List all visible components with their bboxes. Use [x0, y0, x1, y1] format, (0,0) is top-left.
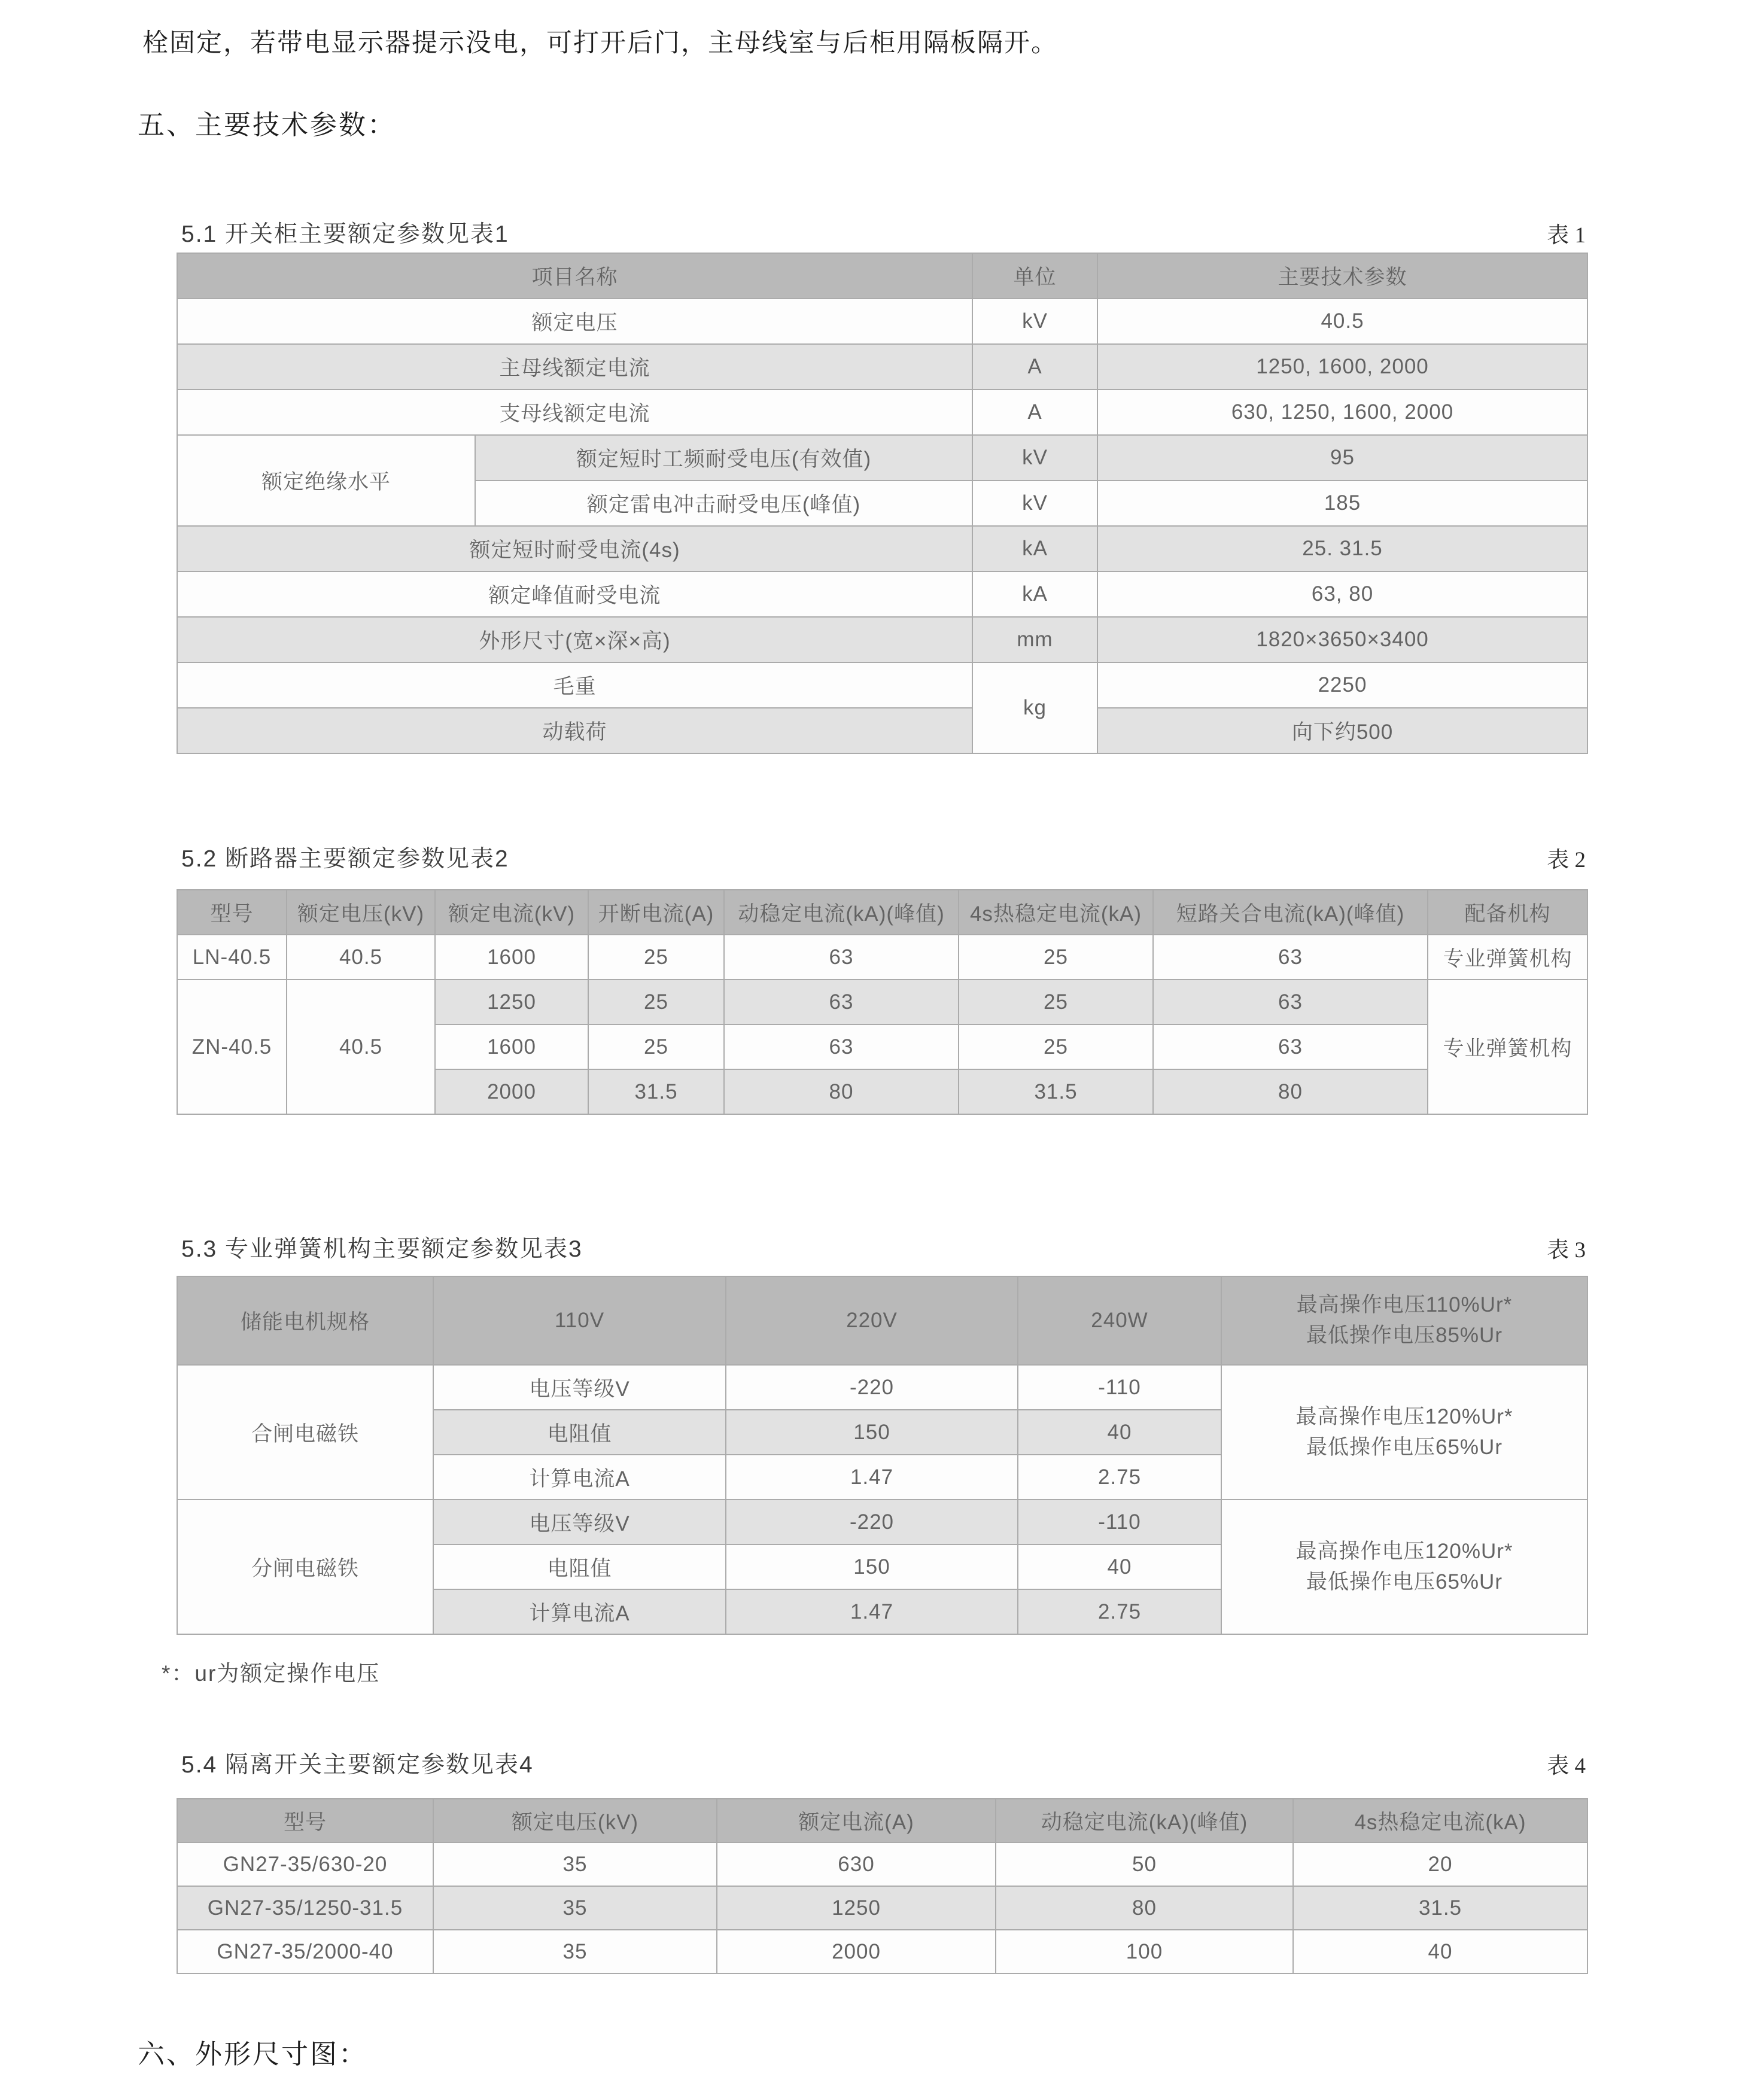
table2-breaker-params [177, 889, 1588, 1115]
t2-zn1-dynamic: 63 [724, 1024, 959, 1069]
section-5-heading: 五、主要技术参数： [138, 110, 397, 140]
t2-ln-current: 1600 [435, 935, 588, 980]
t3-h-note-line2: 最低操作电压85%Ur [1306, 1324, 1503, 1347]
t2-zn-model: ZN-40.5 [177, 980, 287, 1114]
table1-switchgear-params [177, 253, 1588, 754]
t4-r1-current: 1250 [717, 1886, 996, 1930]
t2-ln-voltage: 40.5 [287, 935, 435, 980]
t4-r1-thermal: 31.5 [1293, 1886, 1587, 1930]
t3-close-r1-param: 电阻值 [433, 1410, 726, 1455]
t2-ln-mechanism: 专业弹簧机构 [1428, 935, 1587, 980]
t2-h-making: 短路关合电流(kA)(峰值) [1153, 890, 1428, 935]
t2-zn2-breaking: 31.5 [588, 1069, 724, 1114]
t1-r5-unit: kA [972, 526, 1097, 571]
t3-close-note-line2: 最低操作电压65%Ur [1306, 1435, 1503, 1459]
table-row [177, 435, 1587, 481]
t3-close-note-line1: 最高操作电压120%Ur* [1295, 1404, 1513, 1428]
t3-h-220v: 220V [726, 1276, 1018, 1365]
t3-close-note [1221, 1365, 1587, 1500]
table4-header-row [177, 1799, 1587, 1842]
t3-close-r2-param: 计算电流A [433, 1455, 726, 1500]
table-row [177, 390, 1587, 435]
t1-r4-name: 额定雷电冲击耐受电压(峰值) [475, 481, 972, 526]
table-row [177, 344, 1587, 390]
table1-tag: 表 1 [1547, 223, 1586, 248]
table3-caption-row [177, 1230, 1587, 1263]
table-row [177, 299, 1587, 344]
t1-r3-value: 95 [1097, 435, 1587, 481]
t1-r7-unit: mm [972, 617, 1097, 662]
t3-close-r0-v240: -110 [1018, 1365, 1221, 1410]
t2-zn1-thermal: 25 [959, 1024, 1153, 1069]
t3-close-r1-v220: 150 [726, 1410, 1018, 1455]
t3-open-r2-v240: 2.75 [1018, 1589, 1221, 1634]
t1-r8-name: 毛重 [177, 662, 972, 708]
t2-ln-breaking: 25 [588, 935, 724, 980]
t1-r6-unit: kA [972, 571, 1097, 617]
t1-r6-name: 额定峰值耐受电流 [177, 571, 972, 617]
table-row [177, 1930, 1587, 1973]
t1-r7-value: 1820×3650×3400 [1097, 617, 1587, 662]
t3-close-r2-v220: 1.47 [726, 1455, 1018, 1500]
table-row [177, 617, 1587, 662]
t2-zn0-current: 1250 [435, 980, 588, 1024]
t1-r1-unit: A [972, 344, 1097, 390]
t1-r3-unit: kV [972, 435, 1097, 481]
t4-r2-dynamic: 100 [996, 1930, 1293, 1973]
table2-caption-row [177, 840, 1587, 870]
t4-h-model: 型号 [177, 1799, 433, 1842]
table-row [177, 1886, 1587, 1930]
t2-zn2-making: 80 [1153, 1069, 1428, 1114]
t2-h-mechanism: 配备机构 [1428, 890, 1587, 935]
t3-close-r2-v240: 2.75 [1018, 1455, 1221, 1500]
t3-open-r1-v240: 40 [1018, 1544, 1221, 1589]
t3-open-r1-v220: 150 [726, 1544, 1018, 1589]
t3-close-r0-param: 电压等级V [433, 1365, 726, 1410]
t3-open-r0-param: 电压等级V [433, 1500, 726, 1544]
t2-h-model: 型号 [177, 890, 287, 935]
t4-r2-thermal: 40 [1293, 1930, 1587, 1973]
t2-zn0-making: 63 [1153, 980, 1428, 1024]
t4-h-voltage: 额定电压(kV) [433, 1799, 717, 1842]
t2-zn2-thermal: 31.5 [959, 1069, 1153, 1114]
t2-ln-making: 63 [1153, 935, 1428, 980]
t1-r1-name: 主母线额定电流 [177, 344, 972, 390]
t2-zn0-dynamic: 63 [724, 980, 959, 1024]
t3-close-group: 合闸电磁铁 [177, 1365, 433, 1500]
t1-r4-value: 185 [1097, 481, 1587, 526]
t1-r4-unit: kV [972, 481, 1097, 526]
table3-footnote: *：ur为额定操作电压 [162, 1661, 381, 1686]
t1-r1-value: 1250, 1600, 2000 [1097, 344, 1587, 390]
t2-zn-mechanism: 专业弹簧机构 [1428, 980, 1587, 1114]
table-row [177, 1500, 1587, 1544]
table-row [177, 526, 1587, 571]
table-row [177, 571, 1587, 617]
t4-r2-voltage: 35 [433, 1930, 717, 1973]
t3-open-r0-v240: -110 [1018, 1500, 1221, 1544]
t1-h-value: 主要技术参数 [1097, 253, 1587, 299]
table4-disconnector-params [177, 1798, 1588, 1974]
table3-caption: 5.3 专业弹簧机构主要额定参数见表3 [181, 1236, 583, 1262]
table-row [177, 1365, 1587, 1410]
table1-caption: 5.1 开关柜主要额定参数见表1 [181, 221, 509, 247]
table2-tag: 表 2 [1547, 848, 1586, 872]
t3-close-r0-v220: -220 [726, 1365, 1018, 1410]
t1-r5-name: 额定短时耐受电流(4s) [177, 526, 972, 571]
t4-r2-model: GN27-35/2000-40 [177, 1930, 433, 1973]
t2-h-current: 额定电流(kV) [435, 890, 588, 935]
table4-tag: 表 4 [1547, 1754, 1586, 1778]
t3-open-note-line2: 最低操作电压65%Ur [1306, 1570, 1503, 1594]
table3-tag: 表 3 [1547, 1238, 1586, 1263]
table-row [177, 662, 1587, 708]
t3-open-note-line1: 最高操作电压120%Ur* [1295, 1539, 1513, 1563]
t3-h-motor: 储能电机规格 [177, 1276, 433, 1365]
table-row [177, 708, 1587, 753]
t1-r0-name: 额定电压 [177, 299, 972, 344]
t2-ln-thermal: 25 [959, 935, 1153, 980]
t1-r2-value: 630, 1250, 1600, 2000 [1097, 390, 1587, 435]
t2-h-breaking: 开断电流(A) [588, 890, 724, 935]
t4-r0-voltage: 35 [433, 1842, 717, 1886]
t1-kg-unit: kg [972, 662, 1097, 753]
t1-h-unit: 单位 [972, 253, 1097, 299]
t1-r2-name: 支母线额定电流 [177, 390, 972, 435]
t1-r0-value: 40.5 [1097, 299, 1587, 344]
t1-r2-unit: A [972, 390, 1097, 435]
t3-open-r0-v220: -220 [726, 1500, 1018, 1544]
t4-h-thermal: 4s热稳定电流(kA) [1293, 1799, 1587, 1842]
t2-zn0-thermal: 25 [959, 980, 1153, 1024]
t1-r0-unit: kV [972, 299, 1097, 344]
t2-h-dynamic: 动稳定电流(kA)(峰值) [724, 890, 959, 935]
t2-zn0-breaking: 25 [588, 980, 724, 1024]
table4-caption: 5.4 隔离开关主要额定参数见表4 [181, 1752, 534, 1778]
t1-insulation-group: 额定绝缘水平 [177, 435, 475, 526]
t3-open-group: 分闸电磁铁 [177, 1500, 433, 1634]
t3-h-note-line1: 最高操作电压110%Ur* [1296, 1293, 1513, 1317]
table-row [177, 980, 1587, 1024]
t1-r3-name: 额定短时工频耐受电压(有效值) [475, 435, 972, 481]
t2-h-thermal: 4s热稳定电流(kA) [959, 890, 1153, 935]
t4-r2-current: 2000 [717, 1930, 996, 1973]
t2-ln-model: LN-40.5 [177, 935, 287, 980]
t1-r7-name: 外形尺寸(宽×深×高) [177, 617, 972, 662]
table2-caption: 5.2 断路器主要额定参数见表2 [181, 846, 509, 872]
table-row [177, 935, 1587, 980]
t2-ln-dynamic: 63 [724, 935, 959, 980]
t2-zn1-current: 1600 [435, 1024, 588, 1069]
t1-r9-name: 动载荷 [177, 708, 972, 753]
t4-r1-dynamic: 80 [996, 1886, 1293, 1930]
t1-r8-value: 2250 [1097, 662, 1587, 708]
t3-open-note [1221, 1500, 1587, 1634]
table1-caption-row [177, 215, 1587, 248]
t2-h-voltage: 额定电压(kV) [287, 890, 435, 935]
table-row [177, 1842, 1587, 1886]
t1-h-name: 项目名称 [177, 253, 972, 299]
table4-caption-row [177, 1746, 1587, 1776]
t4-r1-voltage: 35 [433, 1886, 717, 1930]
t1-r9-value: 向下约500 [1097, 708, 1587, 753]
t4-h-dynamic: 动稳定电流(kA)(峰值) [996, 1799, 1293, 1842]
t4-r0-model: GN27-35/630-20 [177, 1842, 433, 1886]
intro-paragraph: 栓固定，若带电显示器提示没电，可打开后门，主母线室与后柜用隔板隔开。 [142, 29, 1058, 57]
t2-zn1-making: 63 [1153, 1024, 1428, 1069]
t2-zn-voltage: 40.5 [287, 980, 435, 1114]
table1-header-row [177, 253, 1587, 299]
t3-h-240w: 240W [1018, 1276, 1221, 1365]
t3-close-r1-v240: 40 [1018, 1410, 1221, 1455]
t4-h-current: 额定电流(A) [717, 1799, 996, 1842]
table2-header-row [177, 890, 1587, 935]
t4-r0-current: 630 [717, 1842, 996, 1886]
t3-open-r1-param: 电阻值 [433, 1544, 726, 1589]
t4-r0-thermal: 20 [1293, 1842, 1587, 1886]
table3-header-row [177, 1276, 1587, 1365]
t3-h-note [1221, 1276, 1587, 1365]
t2-zn2-current: 2000 [435, 1069, 588, 1114]
t2-zn2-dynamic: 80 [724, 1069, 959, 1114]
t3-h-110v: 110V [433, 1276, 726, 1365]
t3-open-r2-v220: 1.47 [726, 1589, 1018, 1634]
table3-spring-mechanism-params [177, 1276, 1588, 1635]
t3-open-r2-param: 计算电流A [433, 1589, 726, 1634]
t4-r1-model: GN27-35/1250-31.5 [177, 1886, 433, 1930]
t1-r6-value: 63, 80 [1097, 571, 1587, 617]
t4-r0-dynamic: 50 [996, 1842, 1293, 1886]
t2-zn1-breaking: 25 [588, 1024, 724, 1069]
t1-r5-value: 25. 31.5 [1097, 526, 1587, 571]
section-6-heading: 六、外形尺寸图： [138, 2039, 368, 2069]
